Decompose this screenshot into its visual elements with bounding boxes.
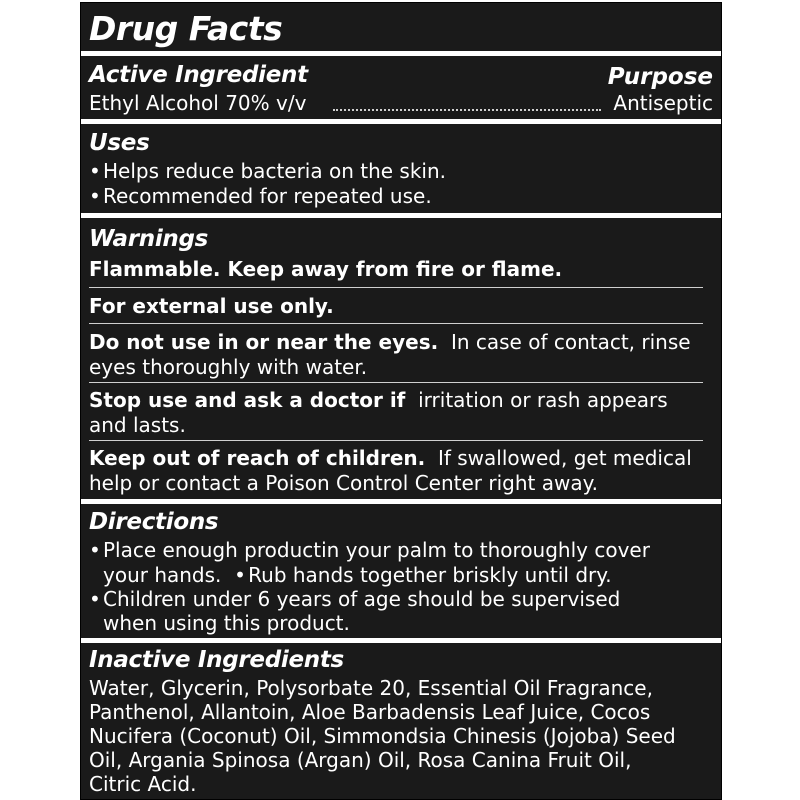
active-ingredient-heading: Active Ingredient: [89, 62, 308, 88]
eyes-warning-cont: eyes thoroughly with water.: [89, 355, 368, 379]
dot-leader: [333, 97, 601, 111]
inactive-ingredients-line: Nucifera (Coconut) Oil, Simmondsia Chinesis (Jojoba) Seed: [89, 724, 676, 748]
separator: [81, 51, 721, 56]
directions-item: • Place enough productin your palm to thoroughly cover: [89, 538, 650, 562]
stop-use-warning: Stop use and ask a doctor if irritation or rash appears: [89, 388, 668, 412]
separator: [81, 499, 721, 504]
inactive-ingredients-line: Water, Glycerin, Polysorbate 20, Essential Oil Fragrance,: [89, 676, 653, 700]
drug-facts-label: [80, 2, 722, 800]
children-warning: Keep out of reach of children. If swallowed, get medical: [89, 446, 692, 470]
external-use-warning: For external use only.: [89, 294, 334, 318]
directions-heading: Directions: [89, 509, 219, 535]
separator: [89, 382, 703, 383]
warnings-heading: Warnings: [89, 226, 209, 252]
uses-heading: Uses: [89, 130, 150, 156]
purpose-heading: Purpose: [607, 64, 713, 90]
drug-facts-title: Drug Facts: [89, 9, 283, 48]
directions-item-cont: when using this product.: [103, 611, 350, 635]
separator: [89, 440, 703, 441]
separator: [89, 287, 703, 288]
inactive-ingredients-line: Oil, Argania Spinosa (Argan) Oil, Rosa Canina Fruit Oil,: [89, 748, 632, 772]
inactive-ingredients-line: Citric Acid.: [89, 772, 197, 796]
directions-item-cont: your hands. • Rub hands together briskly until dry.: [103, 563, 612, 587]
separator: [81, 213, 721, 218]
inactive-ingredients-line: Panthenol, Allantoin, Aloe Barbadensis Leaf Juice, Cocos: [89, 700, 651, 724]
stop-use-warning-cont: and lasts.: [89, 413, 186, 437]
separator: [81, 119, 721, 124]
separator: [89, 323, 703, 324]
purpose-text: Antiseptic: [613, 91, 713, 115]
uses-item: • Recommended for repeated use.: [89, 184, 432, 208]
active-ingredient-text: Ethyl Alcohol 70% v/v: [89, 91, 307, 115]
uses-item: • Helps reduce bacteria on the skin.: [89, 159, 447, 183]
children-warning-cont: help or contact a Poison Control Center right away.: [89, 471, 598, 495]
flammable-warning: Flammable. Keep away from fire or flame.: [89, 257, 563, 281]
directions-item: • Children under 6 years of age should be supervised: [89, 587, 621, 611]
inactive-ingredients-heading: Inactive Ingredients: [89, 647, 344, 673]
eyes-warning: Do not use in or near the eyes. In case of contact, rinse: [89, 330, 691, 354]
separator: [81, 638, 721, 643]
